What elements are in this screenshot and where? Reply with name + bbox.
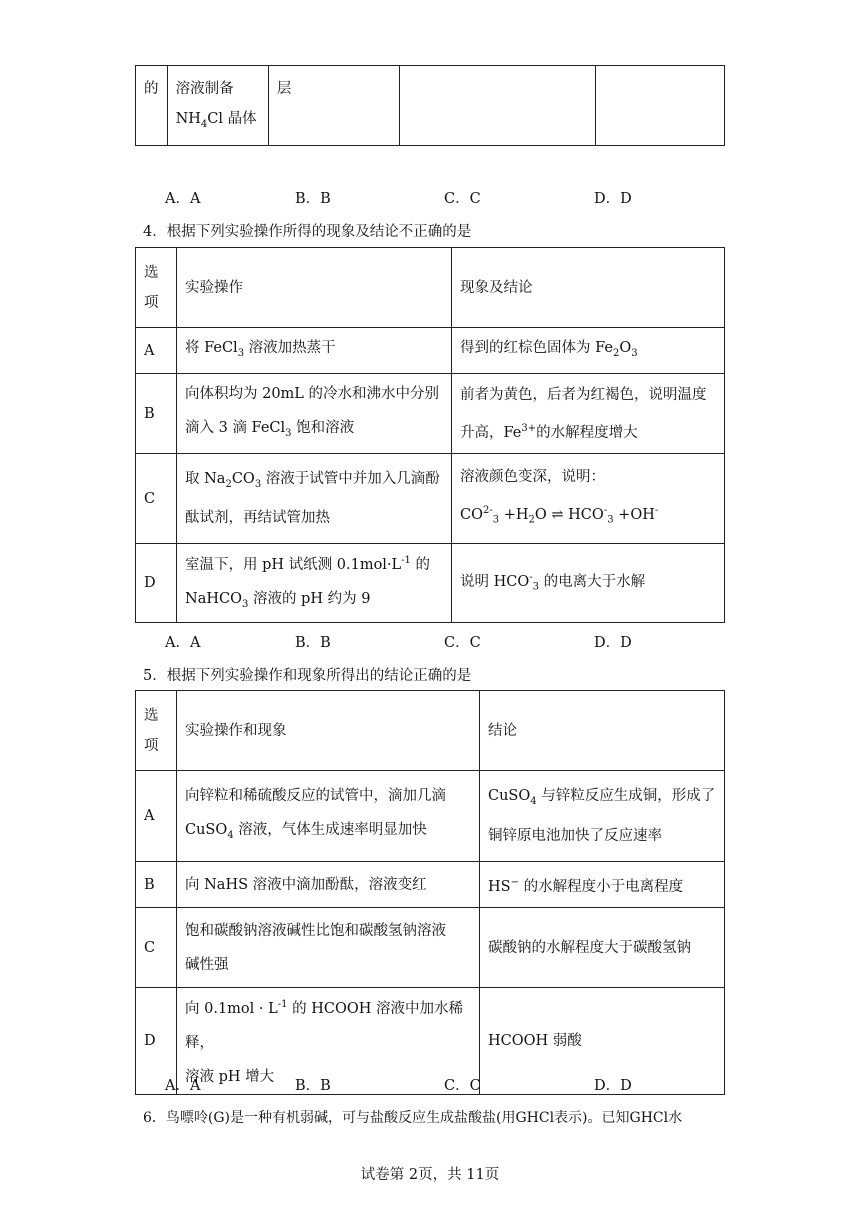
table-row [136,544,725,623]
q4-row-d-key: D [136,544,177,623]
q3-option-a[interactable]: A．A [165,191,201,207]
q5-option-b[interactable]: B．B [295,1078,331,1094]
q4-header-op: 实验操作 [177,248,452,328]
q4-row-a-res: 得到的红棕色固体为 $Fe_2O_3$ [452,328,725,374]
table-row [136,454,725,544]
q5-header-option: 选 项 [136,691,177,771]
q4-header-row [136,248,725,328]
q6-text: 6．鸟嘌呤(G)是一种有机弱碱，可与盐酸反应生成盐酸盐(用GHCl表示)。已知GHCl水 [143,1110,683,1126]
table-row [136,771,725,862]
q3-option-c[interactable]: C．C [444,191,481,207]
q5-row-d-op: 向 $0.1mol \cdot L^{-1}$ 的 HCOOH 溶液中加水稀释， 溶液 pH 增大 [177,988,480,1095]
q4-title: 4．根据下列实验操作所得的现象及结论不正确的是 [143,224,472,240]
q5-row-c-op: 饱和碳酸钠溶液碱性比饱和碳酸氢钠溶液 碱性强 [177,908,480,988]
q4-row-c-op: 取 $Na_2CO_3$ 溶液于试管中并加入几滴酚 酞试剂，再结试管加热 [177,454,452,544]
q4-row-a-op: 将 FeCl$_3$ 溶液加热蒸干 [177,328,452,374]
q4-row-b-key: B [136,374,177,454]
top-table [135,65,725,146]
q4-row-d-res: 说明 $HCO^-_3$ 的电离大于水解 [452,544,725,623]
q3-options [165,187,785,209]
top-cell-1 [136,66,168,146]
q5-row-d-key: D [136,988,177,1095]
top-cell-2 [167,66,268,146]
q4-row-b-op: 向体积均为 20mL 的冷水和沸水中分别 滴入 3 滴 FeCl$_3$ 饱和溶液 [177,374,452,454]
table-row [136,908,725,988]
top-cell-3-text: 层 [276,81,292,97]
q5-row-c-res: 碳酸钠的水解程度大于碳酸氢钠 [480,908,725,988]
top-cell-4 [400,66,595,146]
q4-row-c-key: C [136,454,177,544]
q5-header-row [136,691,725,771]
q5-row-c-key: C [136,908,177,988]
q4-row-a-key: A [136,328,177,374]
q5-options [165,1074,785,1096]
q5-row-b-res: HS− 的水解程度小于电离程度 [480,862,725,908]
table-row [136,862,725,908]
q5-header-res: 结论 [480,691,725,771]
q4-header-res: 现象及结论 [452,248,725,328]
q5-option-c[interactable]: C．C [444,1078,481,1094]
top-cell-2-line1: 溶液制备 [175,81,234,97]
q5-table [135,690,725,1095]
q4-table [135,247,725,623]
q3-option-b[interactable]: B．B [295,191,331,207]
top-cell-3 [268,66,399,146]
q5-row-b-key: B [136,862,177,908]
q4-option-a[interactable]: A．A [165,635,201,651]
q4-header-option: 选 项 [136,248,177,328]
q4-option-d[interactable]: D．D [594,635,632,651]
q4-row-d-op: 室温下，用 pH 试纸测 $0.1mol\cdot L^{-1}$ 的 NaHCO$_3$ 溶液的 pH 约为 9 [177,544,452,623]
q4-row-c-res: 溶液颜色变深，说明： $CO^{2-}_3 +H_2O$ ⇌ $HCO^-_3 +OH^-$ [452,454,725,544]
table-row [136,374,725,454]
q4-row-c-equation: $CO^{2-}_3 +H_2O$ ⇌ $HCO^-_3 +OH^-$ [460,504,659,526]
q5-row-a-key: A [136,771,177,862]
equilibrium-arrow-icon: ⇌ [551,506,564,523]
q5-option-a[interactable]: A．A [165,1078,201,1094]
page-footer: 试卷第 2页，共 11页 [360,1167,500,1183]
q5-row-a-op: 向锌粒和稀硫酸反应的试管中，滴加几滴 CuSO$_4$ 溶液，气体生成速率明显加快 [177,771,480,862]
q5-option-d[interactable]: D．D [594,1078,632,1094]
q5-row-a-res: CuSO$_4$ 与锌粒反应生成铜，形成了 铜锌原电池加快了反应速率 [480,771,725,862]
q3-option-d[interactable]: D．D [594,191,632,207]
table-row [136,328,725,374]
q5-row-d-res: HCOOH 弱酸 [480,988,725,1095]
top-cell-2-line2: $NH_4Cl$ 晶体 [175,111,257,130]
q5-header-op: 实验操作和现象 [177,691,480,771]
q5-title: 5．根据下列实验操作和现象所得出的结论正确的是 [143,668,472,684]
top-cell-5 [595,66,724,146]
top-cell-1-text: 的 [144,81,159,97]
q4-option-c[interactable]: C．C [444,635,481,651]
q4-row-b-res: 前者为黄色，后者为红褐色，说明温度 升高，$Fe^{3+}$的水解程度增大 [452,374,725,454]
q5-row-b-op: 向 NaHS 溶液中滴加酚酞，溶液变红 [177,862,480,908]
q4-option-b[interactable]: B．B [295,635,331,651]
q4-options [165,631,785,653]
